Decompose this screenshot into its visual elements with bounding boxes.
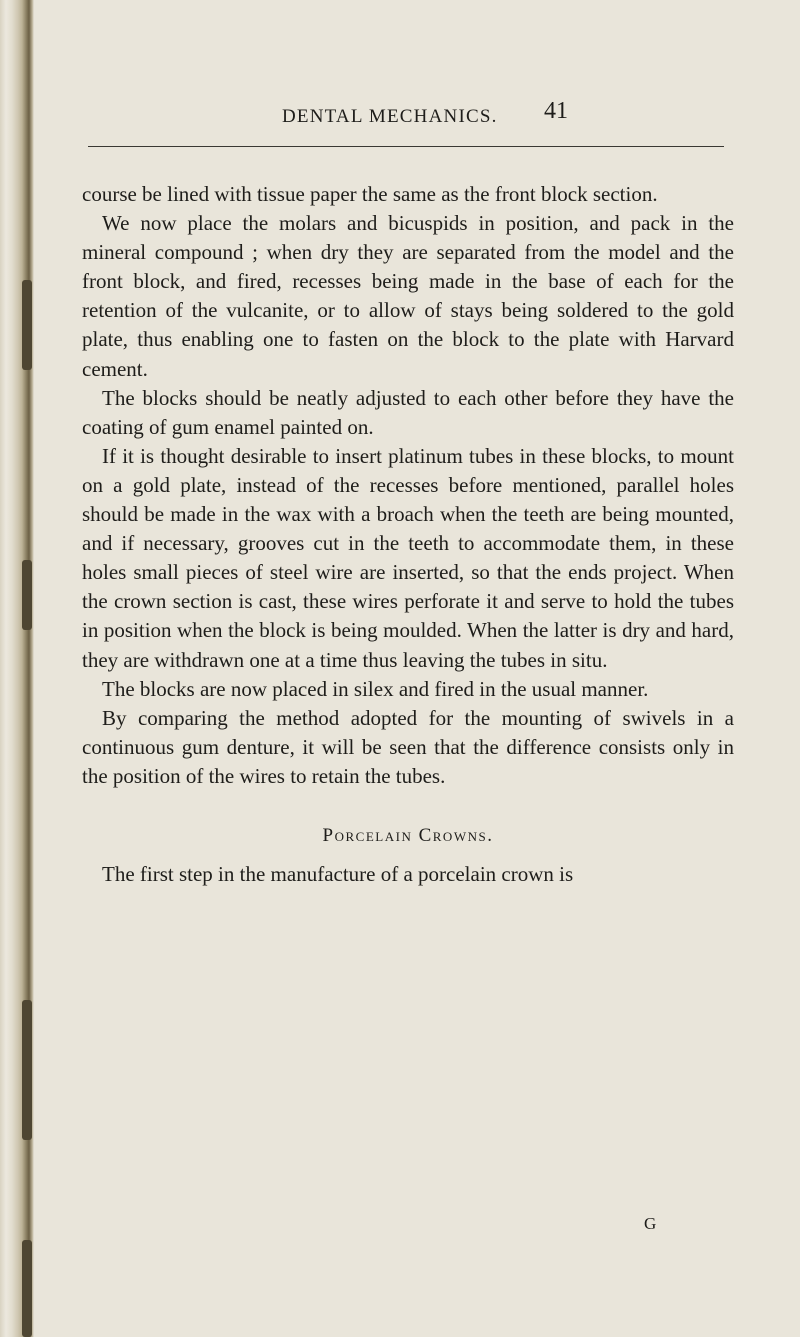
- paragraph: course be lined with tissue paper the same as the front block section.: [82, 182, 658, 206]
- binding-shadow: [22, 1240, 32, 1337]
- signature-mark: G: [644, 1214, 657, 1233]
- binding-shadow: [22, 1000, 32, 1140]
- page-header: [82, 92, 748, 138]
- page-number: 41: [544, 98, 568, 124]
- binding-shadow: [22, 560, 32, 630]
- body-text: [82, 180, 734, 889]
- paragraph: The first step in the manufacture of a porcelain crown is: [102, 862, 574, 887]
- book-binding-gutter: [0, 0, 34, 1337]
- header-rule: [88, 146, 724, 147]
- paragraph: The blocks are now placed in silex and fired in the usual manner.: [102, 676, 649, 701]
- paragraph: By comparing the method adopted for the mounting of swivels in a continuous gum denture, it will be seen that the difference consists only in the position of the wires to retain the tubes.: [82, 705, 734, 788]
- paragraph: The blocks should be neatly adjusted to each other before they have the coating of gum enamel painted on.: [82, 385, 734, 439]
- section-heading: Porcelain Crowns.: [322, 824, 494, 846]
- book-page: [82, 92, 748, 1322]
- paragraph: We now place the molars and bicuspids in position, and pack in the mineral compound ; when dry they are separated from the model and the front block, and fired, recesses being made in the base of each for the retention of the vulcanite, or to allow of stays being soldered to the gold plate, thus enabling one to fasten on the block to the plate with Harvard cement.: [82, 211, 734, 381]
- running-title: DENTAL MECHANICS.: [282, 106, 498, 127]
- binding-shadow: [22, 280, 32, 370]
- paragraph: If it is thought desirable to insert platinum tubes in these blocks, to mount on a gold plate, instead of the recesses before mentioned, parallel holes should be made in the wax with a broach when the teeth are being mounted, and if necessary, grooves cut in the teeth to accommodate them, in these holes small pieces of steel wire are inserted, so that the ends project. When the crown section is cast, these wires perforate it and serve to hold the tubes in position when the block is being moulded. When the latter is dry and hard, they are withdrawn one at a time thus leaving the tubes in situ.: [82, 443, 734, 672]
